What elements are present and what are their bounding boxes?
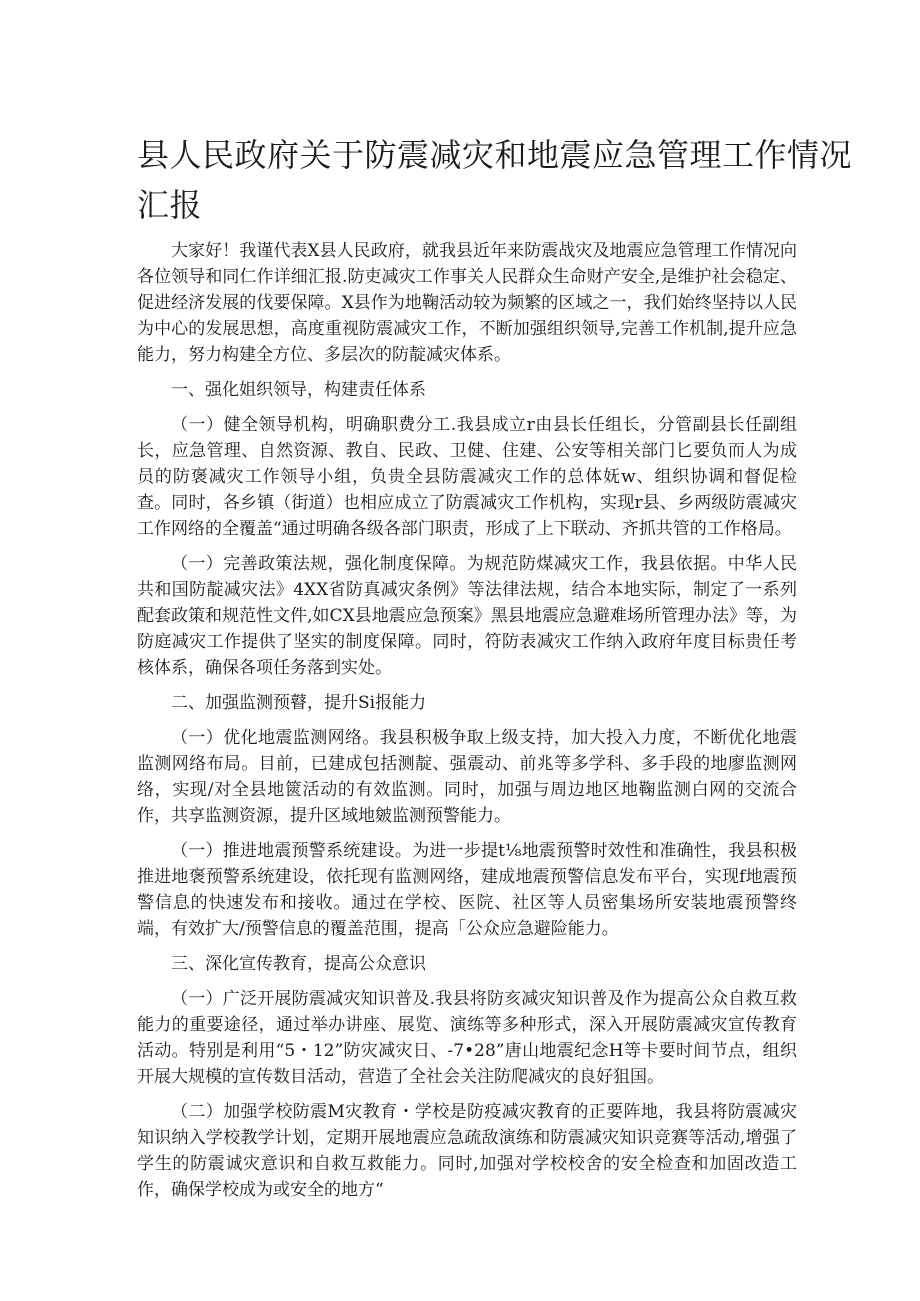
intro-paragraph: 大家好！我谨代表X县人民政府，就我县近年来防震战灾及地震应急管理工作情况向各位领导和同仁作详细汇报.防吏减灾工作事关人民群众生命财产安全,是维护社会稳定、促进经济发展的伐要保障。X县作为地鞠活动较为频繁的区域之一，我们始终坚持以人民为中心的发展思想，高度重视防震减灾工作，不断加强组织领导,完善工作机制,提升应急能力，努力构建全方位、多层次的防靛减灾体系。 — [137, 241, 797, 365]
section-3-heading: 三、深化宣传教育，提高公众意识 — [171, 954, 426, 974]
section-1-heading: 一、强化姐织领导，构建责任体系 — [171, 380, 426, 400]
document-body — [137, 238, 797, 1212]
section-2-paragraph-2: （一）推进地震预警系统建设。为进一步提t⅛地震预警时效性和准确性，我县积极推进地褒预警系统建设，依托现有监测网络，建成地震预警信息发布平台，实现f地震预警信息的快速发布和接收。通过在学校、医院、社区等人员密集场所安装地震预警终端，有效扩大/预警信息的覆盖范围，提高「公众应急避险能力。 — [137, 841, 797, 939]
section-1-paragraph-1: （一）健全领导机构，明确职费分工.我县成立r由县长任组长，分管副县长任副组长，应急管理、自然资源、教自、民政、卫健、住建、公安等相关部门匕要负而人为成员的防褒减灾工作领导小组，负贵全县防震减灾工作的总体妩w、组织协调和督促检查。同时，各乡镇（街道）也相应成立了防震减灾工作机构，实现r县、乡两级防震减灾工作网络的全覆盖“通过明确各级各部门职责，形成了上下联动、齐抓共管的工作格局。 — [137, 415, 797, 539]
section-3-paragraph-2: （二）加强学校防震M灾教育・学校是防疫减灾教育的正要阵地，我县将防震减灾知识纳入学校教学计划，定期开展地震应急疏敌演练和防震减灾知识竞赛等活动,增强了学生的防震诚灾意识和自救互救能力。同时,加强对学校校舍的安全检查和加固改造工作，确保学校成为或安全的地方“ — [137, 1102, 797, 1200]
section-2-heading: 二、加强监测预瞽，提升Si报能力 — [171, 693, 427, 713]
document-title-line-2: 汇报 — [137, 186, 203, 224]
section-2-paragraph-1: （一）优化地震监测网络。我县积极争取上级支持，加大投入力度，不断优化地震监测网络布局。目前，已建成包括测靛、强震动、前兆等多学科、多手段的地廖监测网络，实现/对全县地篋活动的有效监测。同时，加强与周边地区地鞠监测白网的交流合作，共享监测资源，提升区域地皴监测预警能力。 — [137, 728, 797, 826]
section-1-paragraph-2: （一）完善政策法规，强化制度保障。为规范防煤减灾工作，我县依据。中华人民共和国防靛减灾法》4XX省防真减灾条例》等法律法规，结合本地实际，制定了一系列配套政策和规范性文件,如CX县地震应急预案》黑县地震应急避难场所管理办法》等，为防庭减灾工作提供了坚实的制度保障。同时，符防表减灾工作纳入政府年度目标贵任考核体系，确保各项任务落到实处。 — [137, 554, 797, 678]
section-3-paragraph-1: （一）广泛开展防震减灾知识普及.我县将防亥减灾知识普及作为提高公众自救互救能力的重要途径，通过举办讲座、展览、演练等多种形式，深入开展防震减灾宣传教育活动。特别是利用“5・12”防灾减灾日、-7•28”唐山地震纪念H等卡要时间节点，组织开展大规模的宣传数目活动，营造了全社会关注防爬减灾的良好狙国。 — [137, 989, 797, 1087]
document-title-line-1: 县人民政府关于防震减灾和地震应急管理工作情况 — [137, 136, 853, 174]
